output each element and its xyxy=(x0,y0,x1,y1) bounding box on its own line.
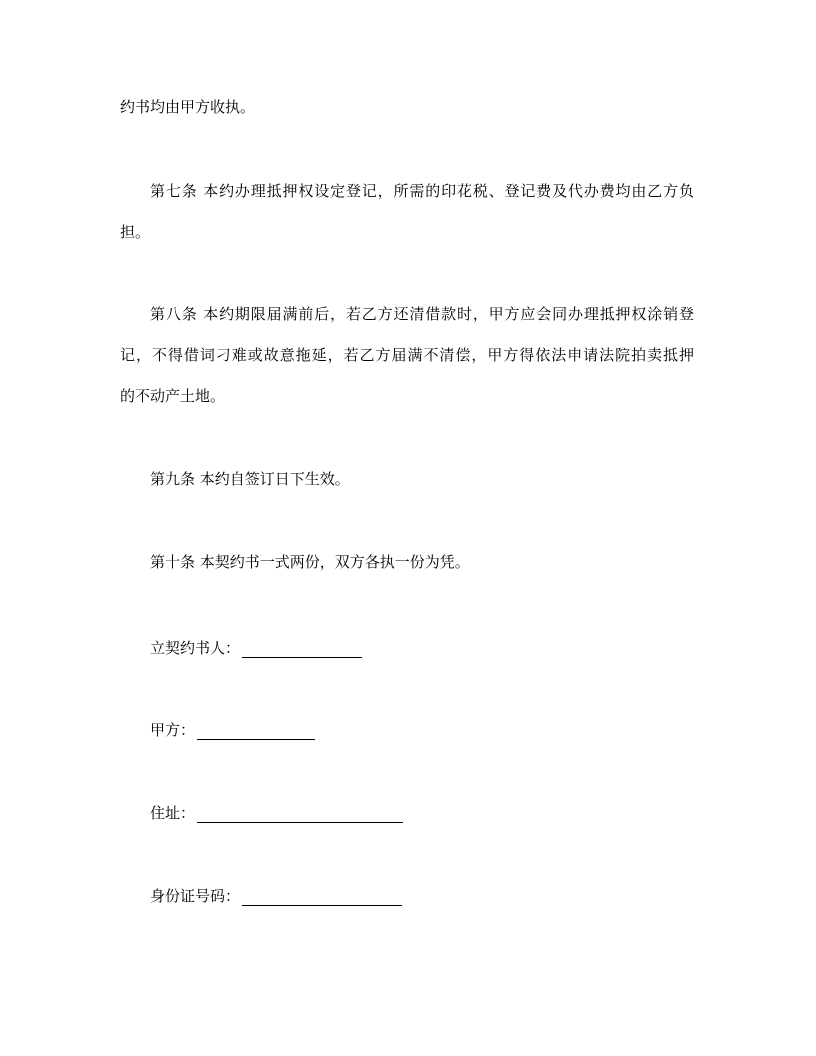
party-a-row xyxy=(150,718,315,740)
address-blank-line[interactable] xyxy=(197,808,403,823)
id-number-blank-line[interactable] xyxy=(242,891,402,906)
signer-blank-line[interactable] xyxy=(242,643,362,658)
article-8-line-1: 第八条 本约期限届满前后，若乙方还清借款时，甲方应会同办理抵押权涂销登 xyxy=(150,305,694,323)
address-row xyxy=(150,801,403,823)
signer-label: 立契约书人： xyxy=(150,639,241,657)
party-a-label: 甲方： xyxy=(150,721,196,739)
id-number-label: 身份证号码： xyxy=(150,887,241,905)
address-label: 住址： xyxy=(150,804,196,822)
party-a-blank-line[interactable] xyxy=(197,725,315,740)
article-7-line-1: 第七条 本约办理抵押权设定登记，所需的印花税、登记费及代办费均由乙方负 xyxy=(150,182,694,200)
article-7-line-2: 担。 xyxy=(120,223,151,241)
signer-row xyxy=(150,636,362,658)
id-number-row xyxy=(150,884,402,906)
article-8-line-3: 的不动产土地。 xyxy=(120,387,226,405)
article-9: 第九条 本约自签订日下生效。 xyxy=(150,470,350,488)
article-10: 第十条 本契约书一式两份，双方各执一份为凭。 xyxy=(150,553,470,571)
article-8-line-2: 记，不得借词刁难或故意拖延，若乙方届满不清偿，甲方得依法申请法院拍卖抵押 xyxy=(120,346,694,364)
paragraph-continuation: 约书均由甲方收执。 xyxy=(120,98,256,116)
